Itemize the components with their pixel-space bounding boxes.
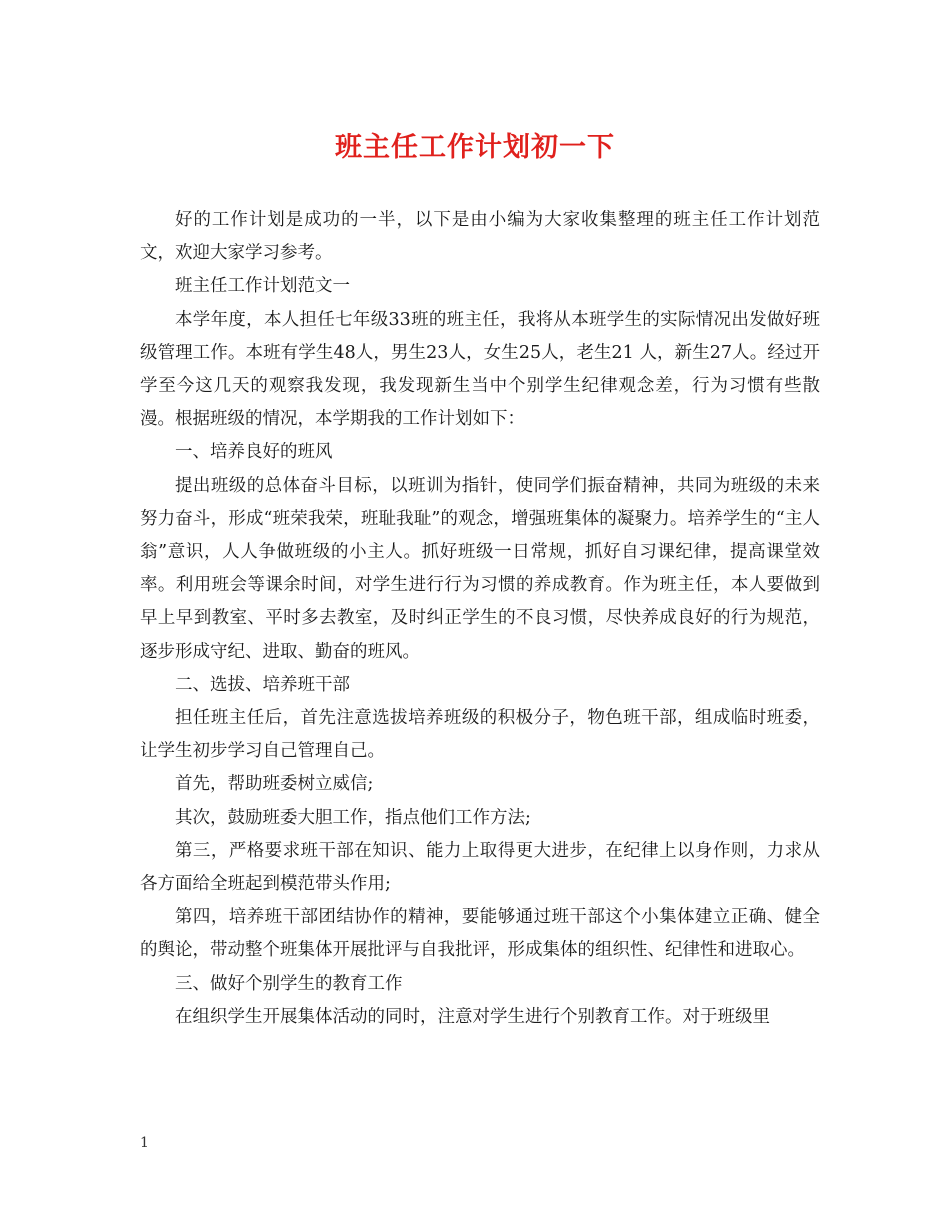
paragraph-class-overview: 本学年度，本人担任七年级33班的班主任，我将从本班学生的实际情况出发做好班级管理工作。本班有学生48人，男生23人，女生25人，老生21 人，新生27人。经过开学至今这几天的观察我发现，我发现新生当中个别学生纪律观念差，行为习惯有些散漫。根据班级的情况，本学期我的工作计划如下：: [140, 309, 820, 430]
paragraph-section-heading: 班主任工作计划范文一: [175, 276, 350, 297]
heading-class-atmosphere: 一、培养良好的班风: [175, 442, 333, 463]
paragraph-class-cadres: 担任班主任后，首先注意选拔培养班级的积极分子，物色班干部，组成临时班委，让学生初步学习自己管理自己。: [140, 708, 820, 762]
paragraph-third: 第三，严格要求班干部在知识、能力上取得更大进步，在纪律上以身作则，力求从各方面给全班起到模范带头作用;: [140, 840, 820, 895]
paragraph-second: 其次，鼓励班委大胆工作，指点他们工作方法;: [175, 807, 531, 828]
heading-class-cadres: 二、选拔、培养班干部: [175, 674, 350, 695]
paragraph-individual-education: 在组织学生开展集体活动的同时，注意对学生进行个别教育工作。对于班级里: [175, 1006, 770, 1027]
paragraph-first: 首先，帮助班委树立威信;: [175, 774, 374, 795]
document-body: [140, 204, 820, 1034]
paragraph-class-atmosphere: 提出班级的总体奋斗目标，以班训为指针，使同学们振奋精神，共同为班级的未来努力奋斗，形成“班荣我荣，班耻我耻”的观念，增强班集体的凝聚力。培养学生的“主人翁”意识，人人争做班级的小主人。抓好班级一日常规，抓好自习课纪律，提高课堂效率。利用班会等课余时间，对学生进行行为习惯的养成教育。作为班主任，本人要做到早上早到教室、平时多去教室，及时纠正学生的不良习惯，尽快养成良好的行为规范，逐步形成守纪、进取、勤奋的班风。: [140, 475, 820, 662]
paragraph-fourth: 第四，培养班干部团结协作的精神，要能够通过班干部这个小集体建立正确、健全的舆论，带动整个班集体开展批评与自我批评，形成集体的组织性、纪律性和进取心。: [140, 907, 820, 961]
page-number: 1: [140, 1135, 149, 1151]
heading-individual-education: 三、做好个别学生的教育工作: [175, 973, 403, 994]
paragraph-intro: 好的工作计划是成功的一半，以下是由小编为大家收集整理的班主任工作计划范文，欢迎大家学习参考。: [140, 210, 820, 264]
document-title: 班主任工作计划初一下: [335, 132, 615, 163]
